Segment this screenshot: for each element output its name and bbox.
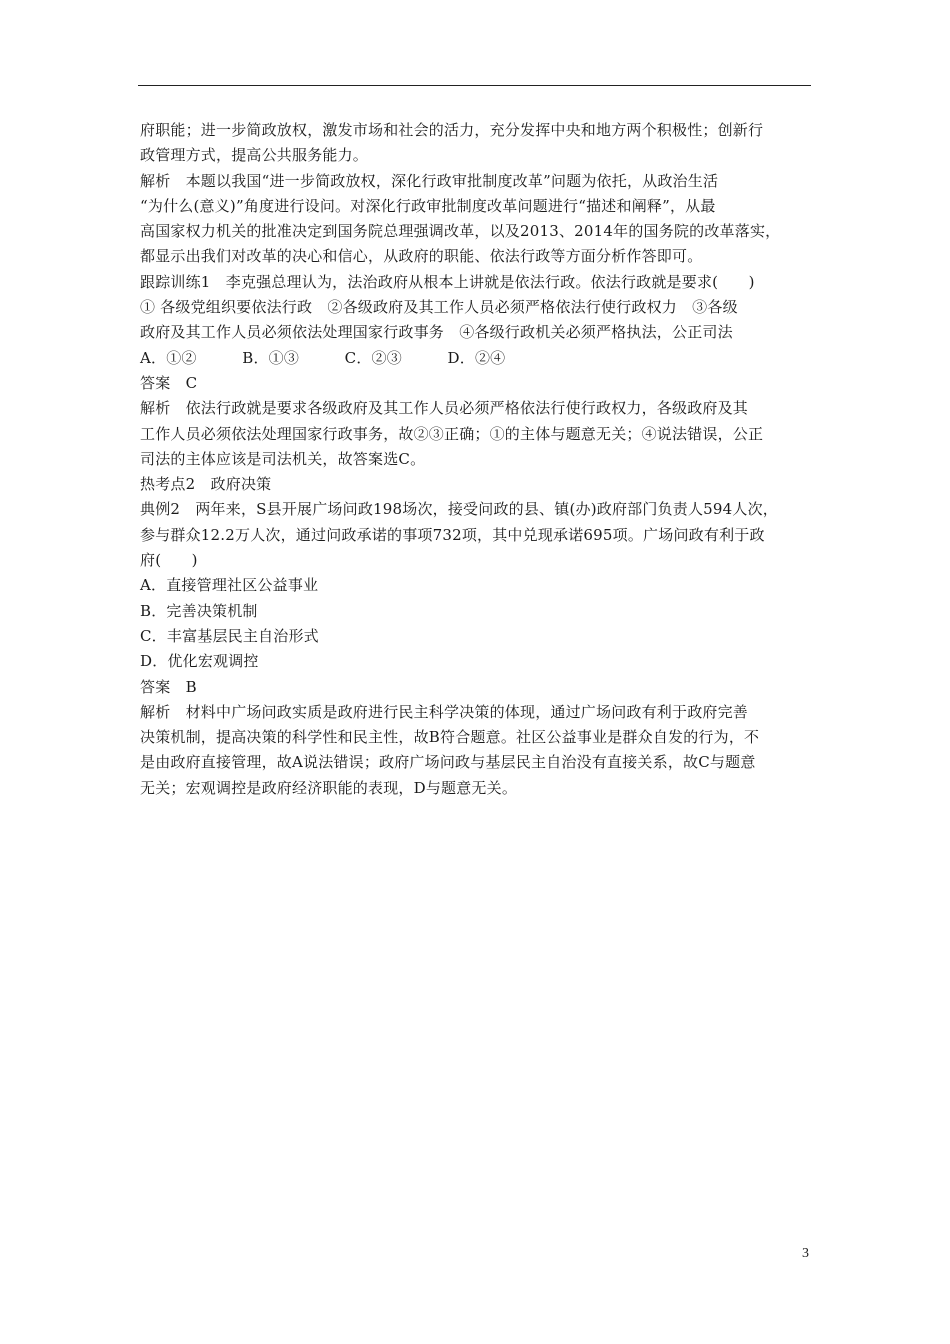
text-line: 府( ) — [140, 551, 198, 570]
text-line: 高国家权力机关的批准决定到国务院总理强调改革，以及2013、2014年的国务院的改革落实， — [140, 222, 781, 241]
text-line: 政管理方式，提高公共服务能力。 — [140, 146, 369, 165]
analysis-line: 解析 依法行政就是要求各级政府及其工作人员必须严格依法行使行政权力，各级政府及其 — [140, 399, 749, 418]
text-line: 是由政府直接管理，故A说法错误；政府广场问政与基层民主自治没有直接关系，故C与题意 — [140, 753, 756, 772]
question-stem: 典例2 两年来，S县开展广场问政198场次，接受问政的县、镇(办)政府部门负责人594人次， — [140, 500, 778, 519]
text-line: 司法的主体应该是司法机关，故答案选C。 — [140, 449, 426, 468]
section-heading: 热考点2 政府决策 — [140, 475, 272, 494]
question-option-line: ① 各级党组织要依法行政 ②各级政府及其工作人员必须严格依法行使行政权力 ③各级 — [140, 298, 738, 317]
answer-line: 答案 C — [140, 373, 198, 392]
question-option-line: 政府及其工作人员必须依法处理国家行政事务 ④各级行政机关必须严格执法，公正司法 — [140, 323, 733, 342]
text-line: 工作人员必须依法处理国家行政事务，故②③正确；①的主体与题意无关；④说法错误，公正 — [140, 424, 764, 443]
text-line: 府职能；进一步简政放权，激发市场和社会的活力，充分发挥中央和地方两个积极性；创新行 — [140, 121, 764, 139]
text-line: 决策机制，提高决策的科学性和民主性，故B符合题意。社区公益事业是群众自发的行为，不 — [140, 728, 760, 747]
text-line: 都显示出我们对改革的决心和信心，从政府的职能、依法行政等方面分析作答即可。 — [140, 247, 703, 266]
option-b: B．完善决策机制 — [140, 601, 258, 620]
answer-choices: A．①② B．①③ C．②③ D．②④ — [140, 348, 506, 367]
question-stem: 跟踪训练1 李克强总理认为，法治政府从根本上讲就是依法行政。依法行政就是要求( ) — [140, 272, 755, 291]
text-line: 参与群众12.2万人次，通过问政承诺的事项732项，其中兑现承诺695项。广场问政有利于政 — [140, 525, 765, 544]
option-c: C．丰富基层民主自治形式 — [140, 626, 319, 645]
option-d: D．优化宏观调控 — [140, 652, 259, 671]
header-rule — [138, 85, 811, 86]
option-a: A．直接管理社区公益事业 — [140, 576, 319, 595]
analysis-line: 解析 材料中广场问政实质是政府进行民主科学决策的体现，通过广场问政有利于政府完善 — [140, 702, 749, 721]
text-line: 无关；宏观调控是政府经济职能的表现，D与题意无关。 — [140, 778, 518, 797]
page-number: 3 — [802, 1246, 809, 1261]
analysis-line: 解析 本题以我国“进一步简政放权，深化行政审批制度改革”问题为依托，从政治生活 — [140, 171, 719, 190]
text-line: “为什么(意义)”角度进行设问。对深化行政审批制度改革问题进行“描述和阐释”，从最 — [140, 196, 716, 215]
answer-line: 答案 B — [140, 677, 197, 696]
document-body — [140, 118, 812, 801]
